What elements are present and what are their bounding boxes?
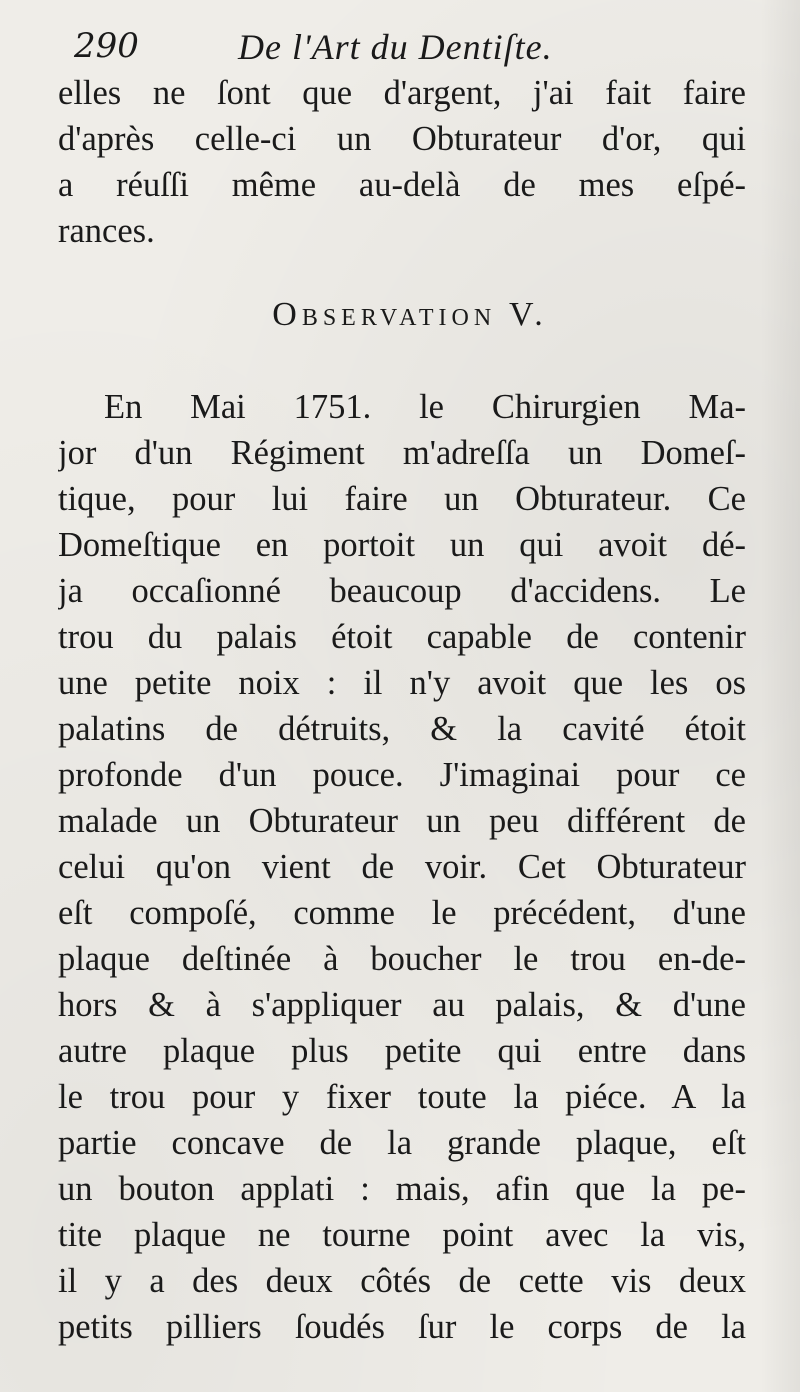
text-line: autre plaque plus petite qui entre dans — [58, 1032, 746, 1070]
text-line: une petite noix : il n'y avoit que les os — [58, 664, 746, 702]
text-line: jor d'un Régiment m'adreſſa un Domeſ- — [58, 434, 746, 472]
text-line: elles ne ſont que d'argent, j'ai fait faire — [58, 74, 746, 112]
text-line: rances. — [58, 212, 155, 250]
text-line: tite plaque ne tourne point avec la vis, — [58, 1216, 746, 1254]
text-line: ja occaſionné beaucoup d'accidens. Le — [58, 572, 746, 610]
text-line: plaque deſtinée à boucher le trou en-de- — [58, 940, 746, 978]
text-line: hors & à s'appliquer au palais, & d'une — [58, 986, 746, 1024]
text-line: profonde d'un pouce. J'imaginai pour ce — [58, 756, 746, 794]
text-line: Domeſtique en portoit un qui avoit dé- — [58, 526, 746, 564]
text-line: eſt compoſé, comme le précédent, d'une — [58, 894, 746, 932]
text-line: En Mai 1751. le Chirurgien Ma- — [104, 388, 746, 426]
observation-heading: Observation V. — [272, 296, 548, 333]
running-head: De l'Art du Dentiſte. — [238, 27, 553, 67]
text-line: tique, pour lui faire un Obturateur. Ce — [58, 480, 746, 518]
text-line: le trou pour y fixer toute la piéce. A la — [58, 1078, 746, 1116]
text-line: palatins de détruits, & la cavité étoit — [58, 710, 746, 748]
text-line: a réuſſi même au-delà de mes eſpé- — [58, 166, 746, 204]
observation-paragraph — [58, 384, 746, 1350]
text-line: malade un Obturateur un peu différent de — [58, 802, 746, 840]
page-edge-shadow — [760, 0, 800, 1392]
continued-paragraph — [58, 70, 746, 254]
text-line: celui qu'on vient de voir. Cet Obturateur — [58, 848, 746, 886]
text-line: petits pilliers ſoudés ſur le corps de la — [58, 1308, 746, 1346]
page-header — [60, 18, 760, 78]
text-line: un bouton applati : mais, afin que la pe- — [58, 1170, 746, 1208]
page-number: 290 — [74, 26, 139, 66]
text-line: partie concave de la grande plaque, eſt — [58, 1124, 746, 1162]
text-line: il y a des deux côtés de cette vis deux — [58, 1262, 746, 1300]
text-line: trou du palais étoit capable de contenir — [58, 618, 746, 656]
text-line: d'après celle-ci un Obturateur d'or, qui — [58, 120, 746, 158]
